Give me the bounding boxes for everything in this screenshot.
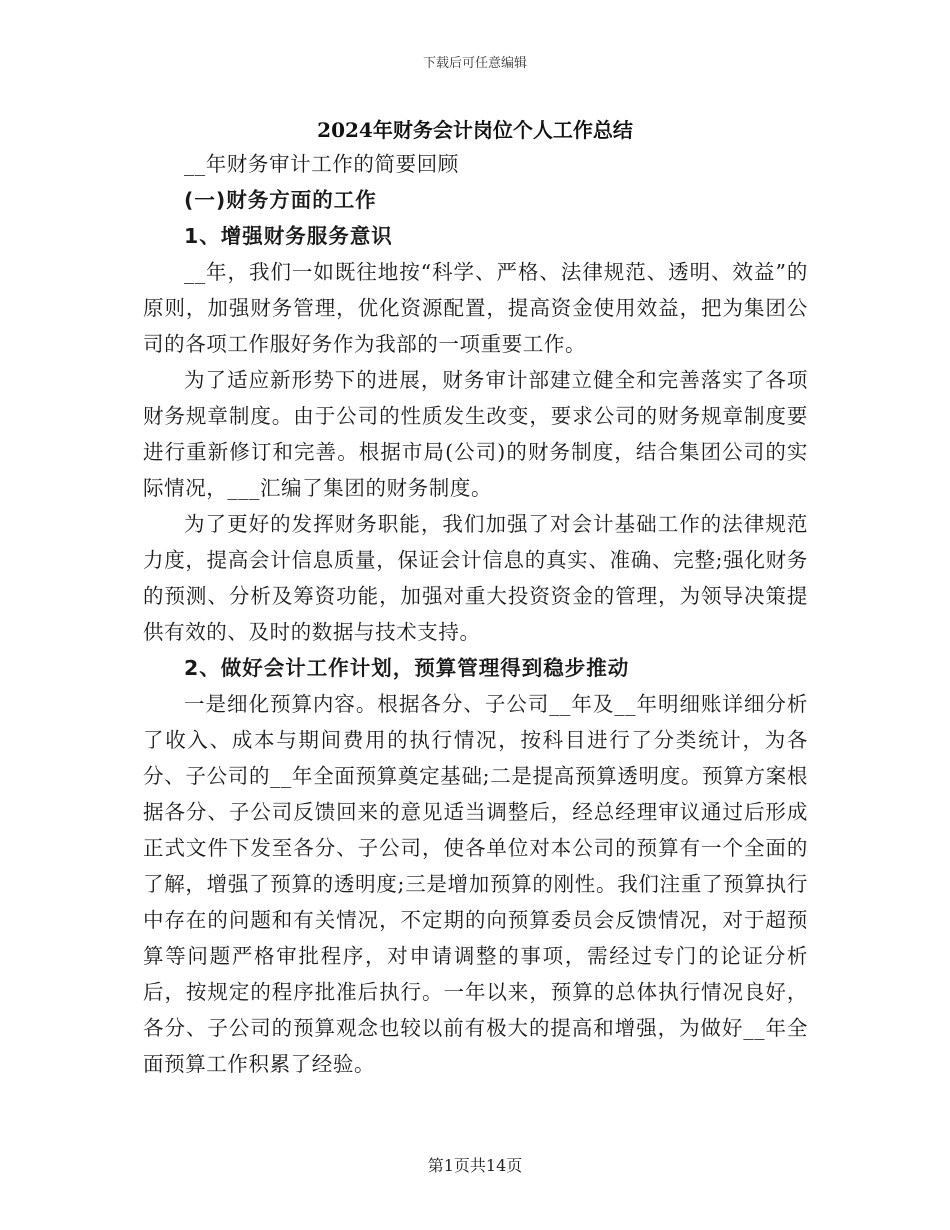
document-title: 2024年财务会计岗位个人工作总结: [317, 118, 633, 142]
paragraph-budget: 一是细化预算内容。根据各分、子公司__年及__年明细账详细分析了收入、成本与期间费用的执行情况，按科目进行了分类统计，为各分、子公司的__年全面预算奠定基础;二是提高预算透明度。预算方案根据各分、子公司反馈回来的意见适当调整后，经总经理审议通过后形成正式文件下发至各分、子公司，使各单位对本公司的预算有一个全面的了解，增强了预算的透明度;三是增加预算的刚性。我们注重了预算执行中存在的问题和有关情况，不定期的向预算委员会反馈情况，对于超预算等问题严格审批程序，对申请调整的事项，需经过专门的论证分析后，按规定的程序批准后执行。一年以来，预算的总体执行情况良好，各分、子公司的预算观念也较以前有极大的提高和增强，为做好__年全面预算工作积累了经验。: [143, 692, 808, 1076]
heading-item-2: 2、做好会计工作计划，预算管理得到稳步推动: [184, 656, 630, 680]
paragraph-regulations: 为了适应新形势下的进展，财务审计部建立健全和完善落实了各项财务规章制度。由于公司的性质发生改变，要求公司的财务规章制度要进行重新修订和完善。根据市局(公司)的财务制度，结合集团公司的实际情况，___汇编了集团的财务制度。: [143, 368, 808, 500]
paragraph-principle: __年，我们一如既往地按“科学、严格、法律规范、透明、效益”的原则，加强财务管理，优化资源配置，提高资金使用效益，把为集团公司的各项工作服好务作为我部的一项重要工作。: [143, 260, 808, 356]
heading-item-1: 1、增强财务服务意识: [184, 224, 393, 248]
document-body: [143, 146, 808, 1082]
paragraph-functions: 为了更好的发挥财务职能，我们加强了对会计基础工作的法律规范力度，提高会计信息质量，保证会计信息的真实、准确、完整;强化财务的预测、分析及筹资功能，加强对重大投资资金的管理，为领导决策提供有效的、及时的数据与技术支持。: [143, 512, 808, 644]
paragraph-review: __年财务审计工作的简要回顾: [184, 152, 459, 176]
page-footer: 第1页共14页: [427, 1156, 523, 1175]
header-note: 下载后可任意编辑: [422, 56, 527, 71]
heading-section-1: (一)财务方面的工作: [184, 188, 377, 212]
